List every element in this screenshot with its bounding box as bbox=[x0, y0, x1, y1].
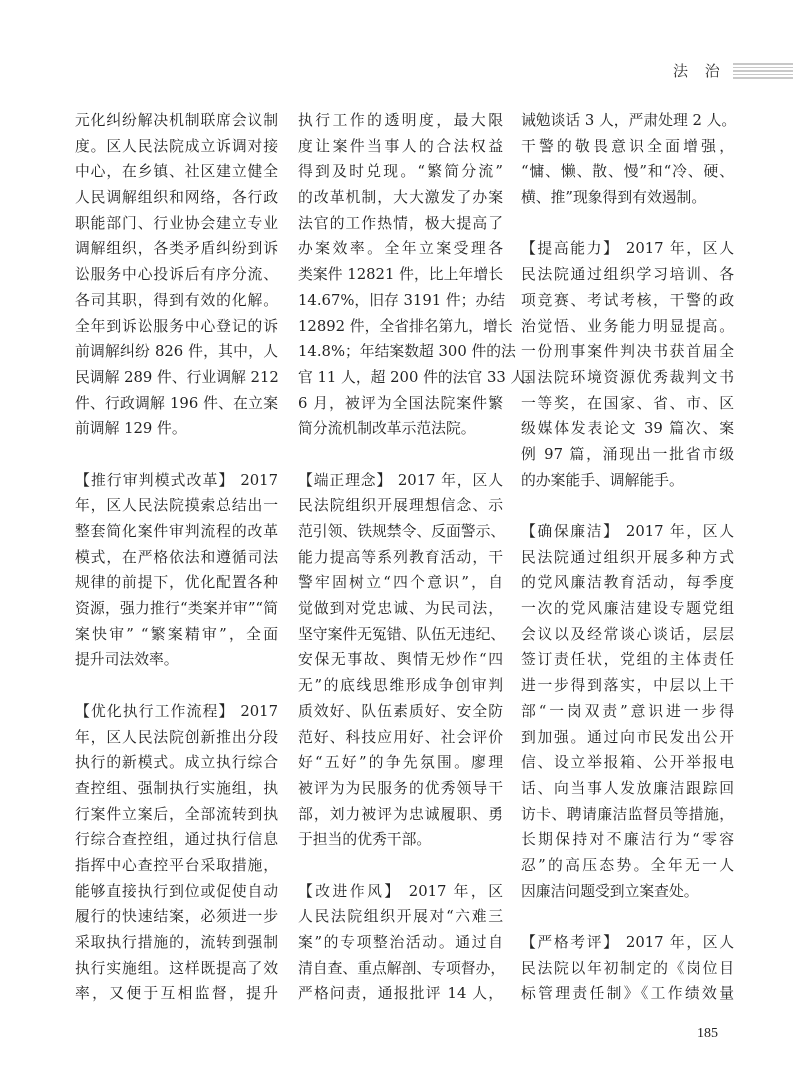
text-line: 职能部门、行业协会建立专业 bbox=[75, 214, 278, 232]
section-heading-line: 【提高能力】 2017 年，区人 bbox=[521, 240, 734, 258]
text-line: 横、推”现象得到有效遏制。 bbox=[521, 189, 707, 207]
text-line: 清自查、重点解剖、专项督办， bbox=[298, 959, 506, 977]
text-line: 范好、科技应用好、社会评价 bbox=[298, 728, 503, 746]
text-line: 访卡、聘请廉洁监督员等措施， bbox=[521, 805, 734, 823]
text-line: 人民调解组织和网络，各行政 bbox=[75, 189, 278, 207]
text-line: 严格问责，通报批评 14 人， bbox=[298, 985, 503, 1003]
text-line: 查控组、强制执行实施组，执 bbox=[75, 779, 278, 797]
text-line: 执行实施组。这样既提高了效 bbox=[75, 959, 278, 977]
text-line: 觉做到对党忠诚、为民司法， bbox=[298, 600, 503, 618]
text-line: 模式，在严格依法和遵循司法 bbox=[75, 548, 278, 566]
text-line: 前调解 129 件。 bbox=[75, 420, 187, 438]
text-line: 好“五好”的争先氛围。廖理 bbox=[298, 754, 503, 772]
text-line: 得到及时兑现。“繁简分流” bbox=[298, 163, 503, 181]
text-line: 坚守案件无冤错、队伍无违纪、 bbox=[298, 625, 506, 643]
text-column-1 bbox=[75, 108, 278, 1007]
text-line: 法官的工作热情，极大提高了 bbox=[298, 214, 503, 232]
section-heading-line: 【端正理念】 2017 年，区人 bbox=[298, 471, 503, 489]
text-line: 调解组织，各类矛盾纠纷到诉 bbox=[75, 240, 278, 258]
paragraph-gap bbox=[75, 442, 278, 468]
text-line: 级媒体发表论文 39 篇次、案 bbox=[521, 420, 734, 438]
text-line: 度。区人民法院成立诉调对接 bbox=[75, 137, 278, 155]
text-line: 国法院环境资源优秀裁判文书 bbox=[521, 368, 734, 386]
text-line: 治觉悟、业务能力明显提高。 bbox=[521, 317, 734, 335]
text-line: 一份刑事案件判决书获首届全 bbox=[521, 343, 734, 361]
text-column-2 bbox=[298, 108, 541, 1007]
text-line: 话、向当事人发放廉洁跟踪回 bbox=[521, 779, 734, 797]
text-line: 部“一岗双责”意识进一步得 bbox=[521, 702, 734, 720]
text-line: 被评为为民服务的优秀领导干 bbox=[298, 779, 503, 797]
text-line: 标管理责任制》《工作绩效量 bbox=[521, 985, 734, 1003]
text-line: 行案件立案后，全部流转到执 bbox=[75, 805, 278, 823]
text-line: 的改革机制，大大激发了办案 bbox=[298, 189, 503, 207]
section-heading-line: 【推行审判模式改革】 2017 bbox=[75, 471, 278, 489]
text-line: 进一步得到落实，中层以上干 bbox=[521, 677, 734, 695]
text-line: 提升司法效率。 bbox=[75, 651, 179, 669]
text-line: 一等奖，在国家、省、市、区 bbox=[521, 394, 734, 412]
text-line: 范引领、铁规禁令、反面警示、 bbox=[298, 523, 506, 540]
text-line: 到加强。通过向市民发出公开 bbox=[521, 728, 734, 746]
text-line: 案快审” “繁案精审”，全面 bbox=[75, 625, 278, 643]
text-line: 类案件 12821 件，比上年增长 bbox=[298, 266, 503, 284]
text-line: 诫勉谈话 3 人，严肃处理 2 人。 bbox=[521, 112, 737, 129]
page-number: 185 bbox=[697, 1026, 718, 1041]
text-line: 会议以及经常谈心谈话，层层 bbox=[521, 625, 734, 643]
text-line: 年，区人民法院摸索总结出一 bbox=[75, 497, 278, 515]
text-line: 全年到诉讼服务中心登记的诉 bbox=[75, 317, 278, 335]
text-line: 信、设立举报箱、公开举报电 bbox=[521, 754, 734, 772]
text-line: 安保无事故、舆情无炒作“四 bbox=[298, 651, 503, 669]
text-line: 年，区人民法院创新推出分段 bbox=[75, 728, 278, 746]
text-line: 12892 件，全省排名第九，增长 bbox=[298, 317, 513, 335]
text-line: 14.67%，旧存 3191 件；办结 bbox=[298, 291, 506, 309]
text-line: 件、行政调解 196 件、在立案 bbox=[75, 394, 278, 412]
text-line: 民法院通过组织开展多种方式 bbox=[521, 548, 734, 566]
paragraph-gap bbox=[521, 904, 734, 930]
paragraph-gap bbox=[298, 853, 503, 879]
text-line: 元化纠纷解决机制联席会议制 bbox=[75, 112, 278, 129]
text-line: 履行的快速结案，必须进一步 bbox=[75, 908, 278, 926]
text-line: 忍”的高压态势。全年无一人 bbox=[521, 856, 734, 874]
text-line: 部，刘力被评为忠诚履职、勇 bbox=[298, 805, 503, 823]
text-line: “慵、懒、散、慢”和“冷、硬、 bbox=[521, 163, 734, 181]
text-line: 无”的底线思维形成争创审判 bbox=[298, 677, 503, 695]
text-line: 民法院通过组织学习培训、各 bbox=[521, 266, 734, 284]
text-line: 民调解 289 件、行业调解 212 bbox=[75, 368, 279, 386]
text-line: 民法院以年初制定的《岗位目 bbox=[521, 959, 734, 977]
text-line: 官 11 人，超 200 件的法官 33 人。 bbox=[298, 368, 541, 386]
text-line: 于担当的优秀干部。 bbox=[298, 831, 432, 849]
text-line: 各司其职，得到有效的化解。 bbox=[75, 291, 278, 309]
text-line: 一次的党风廉洁建设专题党组 bbox=[521, 600, 734, 618]
text-line: 简分流机制改革示范法院。 bbox=[298, 420, 476, 438]
section-title: 法 治 bbox=[673, 62, 726, 80]
text-line: 行综合查控组，通过执行信息 bbox=[75, 831, 278, 849]
text-line: 整套简化案件审判流程的改革 bbox=[75, 523, 278, 540]
text-line: 办案效率。全年立案受理各 bbox=[298, 240, 503, 258]
section-heading-line: 【确保廉洁】 2017 年，区人 bbox=[521, 523, 734, 540]
paragraph-gap bbox=[298, 442, 503, 468]
text-line: 中心，在乡镇、社区建立健全 bbox=[75, 163, 278, 181]
text-line: 例 97 篇，涌现出一批省市级 bbox=[521, 445, 734, 463]
text-line: 资源，强力推行“类案并审”“简 bbox=[75, 600, 278, 618]
text-line: 前调解纠纷 826 件，其中，人 bbox=[75, 343, 278, 361]
text-line: 率，又便于互相监督，提升 bbox=[75, 985, 278, 1003]
paragraph-gap bbox=[521, 211, 734, 237]
text-line: 的党风廉洁教育活动，每季度 bbox=[521, 574, 734, 592]
header-decoration-lines bbox=[733, 63, 793, 79]
text-line: 质效好、队伍素质好、安全防 bbox=[298, 702, 503, 720]
paragraph-gap bbox=[75, 673, 278, 699]
text-line: 能力提高等系列教育活动，干 bbox=[298, 548, 503, 566]
text-line: 度让案件当事人的合法权益 bbox=[298, 137, 503, 155]
text-line: 案”的专项整治活动。通过自 bbox=[298, 934, 503, 951]
text-line: 干警的敬畏意识全面增强， bbox=[521, 137, 734, 155]
text-line: 执行工作的透明度，最大限 bbox=[298, 112, 503, 129]
text-line: 采取执行措施的，流转到强制 bbox=[75, 934, 278, 951]
text-line: 执行的新模式。成立执行综合 bbox=[75, 754, 278, 772]
text-line: 警牢固树立“四个意识”，自 bbox=[298, 574, 503, 592]
text-line: 人民法院组织开展对“六难三 bbox=[298, 908, 503, 926]
paragraph-gap bbox=[521, 493, 734, 519]
text-column-3 bbox=[521, 108, 737, 1007]
text-line: 14.8%；年结案数超 300 件的法 bbox=[298, 343, 516, 361]
section-heading-line: 【改进作风】 2017 年，区 bbox=[298, 882, 503, 900]
text-line: 6 月，被评为全国法院案件繁 bbox=[298, 394, 503, 412]
text-line: 的办案能手、调解能手。 bbox=[521, 471, 684, 489]
section-heading-line: 【严格考评】 2017 年，区人 bbox=[521, 934, 734, 951]
text-line: 讼服务中心投诉后有序分流、 bbox=[75, 266, 278, 284]
text-line: 能够直接执行到位或促使自动 bbox=[75, 882, 278, 900]
text-line: 规律的前提下，优化配置各种 bbox=[75, 574, 278, 592]
text-line: 因廉洁问题受到立案查处。 bbox=[521, 882, 699, 900]
text-line: 民法院组织开展理想信念、示 bbox=[298, 497, 503, 515]
text-line: 指挥中心查控平台采取措施， bbox=[75, 856, 278, 874]
text-line: 项竞赛、考试考核，干警的政 bbox=[521, 291, 734, 309]
section-heading-line: 【优化执行工作流程】 2017 bbox=[75, 702, 278, 720]
text-line: 长期保持对不廉洁行为“零容 bbox=[521, 831, 734, 849]
text-line: 签订责任状，党组的主体责任 bbox=[521, 651, 734, 669]
